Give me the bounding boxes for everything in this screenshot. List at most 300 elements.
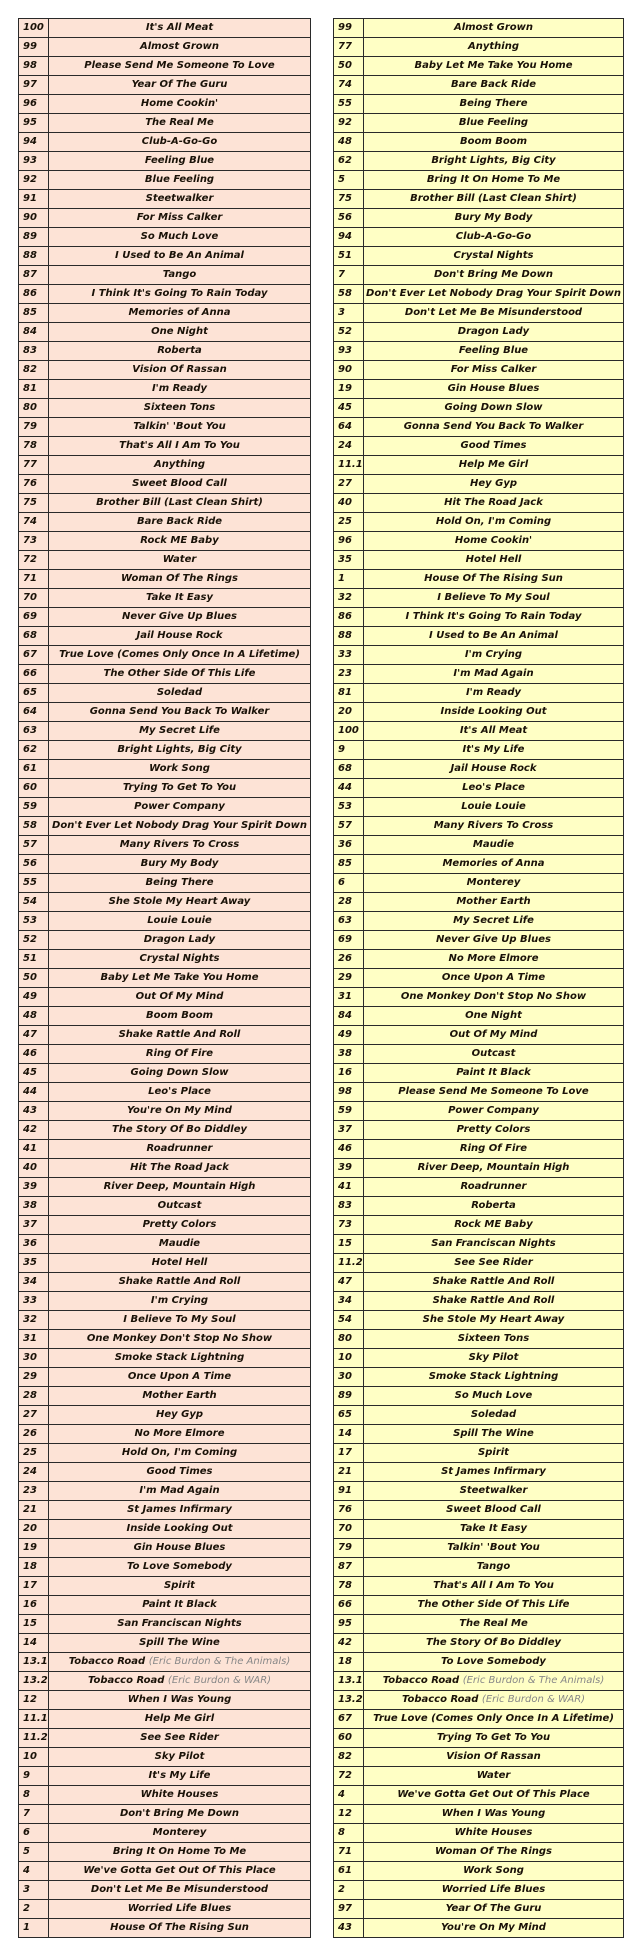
song-title-cell (364, 1691, 624, 1710)
rank-cell: 2 (19, 1900, 49, 1919)
rank-cell: 62 (334, 152, 364, 171)
song-title: I Believe To My Soul (437, 592, 550, 603)
table-row (19, 1824, 311, 1843)
table-row (334, 1881, 624, 1900)
song-title-cell (49, 1102, 311, 1121)
rank-cell: 64 (334, 418, 364, 437)
song-title: Ring Of Fire (459, 1143, 528, 1154)
song-title: Smoke Stack Lightning (428, 1371, 559, 1382)
song-title: I Used to Be An Animal (115, 250, 244, 261)
rank-cell: 25 (19, 1444, 49, 1463)
rank-cell: 19 (19, 1539, 49, 1558)
song-title-cell (364, 817, 624, 836)
table-row (19, 1615, 311, 1634)
rank-cell: 35 (19, 1254, 49, 1273)
song-title-cell (49, 152, 311, 171)
song-title: She Stole My Heart Away (108, 896, 251, 907)
song-title: For Miss Calker (450, 364, 537, 375)
song-table-alphabetical (333, 18, 624, 1938)
song-title-cell (364, 1121, 624, 1140)
song-title: Anything (154, 459, 205, 470)
song-title-cell (49, 133, 311, 152)
rank-cell: 84 (19, 323, 49, 342)
table-row (334, 418, 624, 437)
song-title: Going Down Slow (130, 1067, 229, 1078)
table-row (19, 1064, 311, 1083)
song-title: We've Gotta Get Out Of This Place (83, 1865, 276, 1876)
table-row (334, 437, 624, 456)
rank-cell: 14 (334, 1425, 364, 1444)
song-title-cell (49, 1824, 311, 1843)
song-title-cell (49, 893, 311, 912)
song-title-cell (49, 513, 311, 532)
song-title-cell (49, 1045, 311, 1064)
rank-cell: 11.2 (334, 1254, 364, 1273)
song-title: Please Send Me Someone To Love (84, 60, 275, 71)
song-title: She Stole My Heart Away (422, 1314, 565, 1325)
table-row (334, 1786, 624, 1805)
song-title: Soledad (470, 1409, 517, 1420)
song-title: When I Was Young (441, 1808, 546, 1819)
song-title-cell (49, 532, 311, 551)
song-title: One Monkey Don't Stop No Show (86, 1333, 273, 1344)
rank-cell: 91 (334, 1482, 364, 1501)
song-title-cell (364, 1387, 624, 1406)
rank-cell: 59 (334, 1102, 364, 1121)
song-title-cell (49, 475, 311, 494)
song-title-cell (364, 969, 624, 988)
rank-cell: 15 (19, 1615, 49, 1634)
song-title-cell (364, 38, 624, 57)
table-row (334, 1330, 624, 1349)
song-title: So Much Love (140, 231, 219, 242)
song-title: Don't Let Me Be Misunderstood (90, 1884, 269, 1895)
song-title-cell (49, 285, 311, 304)
rank-cell: 33 (334, 646, 364, 665)
song-title: Vision Of Rassan (132, 364, 227, 375)
song-title: Pretty Colors (142, 1219, 217, 1230)
rank-cell: 80 (19, 399, 49, 418)
song-title-cell (364, 475, 624, 494)
table-row (334, 57, 624, 76)
rank-cell: 41 (19, 1140, 49, 1159)
table-row (334, 304, 624, 323)
song-title-cell (49, 1368, 311, 1387)
song-title: Club-A-Go-Go (141, 136, 218, 147)
table-row (334, 798, 624, 817)
song-title-cell (364, 646, 624, 665)
song-title-cell (49, 798, 311, 817)
rank-cell: 10 (334, 1349, 364, 1368)
table-row (19, 1748, 311, 1767)
table-row (334, 912, 624, 931)
song-title: Louie Louie (147, 915, 212, 926)
table-row (19, 19, 311, 38)
table-row (334, 817, 624, 836)
song-title-cell (364, 1178, 624, 1197)
song-title-cell (49, 114, 311, 133)
table-row (19, 1805, 311, 1824)
song-title-cell (49, 1577, 311, 1596)
rank-cell: 18 (334, 1653, 364, 1672)
table-row (19, 798, 311, 817)
table-row (19, 1235, 311, 1254)
song-title-cell (364, 1501, 624, 1520)
table-row (334, 608, 624, 627)
song-title-cell (364, 247, 624, 266)
song-title-cell (364, 1311, 624, 1330)
song-title: My Secret Life (453, 915, 534, 926)
song-title-cell (364, 1254, 624, 1273)
song-title-cell (364, 1064, 624, 1083)
table-row (334, 1387, 624, 1406)
rank-cell: 63 (19, 722, 49, 741)
table-row (334, 266, 624, 285)
rank-cell: 33 (19, 1292, 49, 1311)
song-title-cell (364, 855, 624, 874)
song-title-cell (364, 418, 624, 437)
song-title: Home Cookin' (454, 535, 533, 546)
table-row (334, 1178, 624, 1197)
song-title: Hey Gyp (469, 478, 518, 489)
song-title-cell (364, 285, 624, 304)
song-title-cell (49, 722, 311, 741)
song-title-cell (49, 1919, 311, 1938)
song-title: Talkin' 'Bout You (133, 421, 226, 432)
rank-cell: 79 (334, 1539, 364, 1558)
song-title: Spirit (478, 1447, 509, 1458)
table-row (19, 532, 311, 551)
song-title-cell (49, 684, 311, 703)
song-title-cell (364, 304, 624, 323)
rank-cell: 8 (334, 1824, 364, 1843)
table-row (334, 171, 624, 190)
song-title: The Real Me (145, 117, 214, 128)
song-title-cell (364, 893, 624, 912)
rank-cell: 7 (19, 1805, 49, 1824)
song-title-cell (364, 874, 624, 893)
song-title: Water (162, 554, 197, 565)
table-row (19, 855, 311, 874)
table-row (334, 1311, 624, 1330)
rank-cell: 82 (19, 361, 49, 380)
song-title-cell (49, 76, 311, 95)
song-title-cell (364, 912, 624, 931)
song-title: Gonna Send You Back To Walker (403, 421, 584, 432)
table-row (334, 19, 624, 38)
rank-cell: 66 (334, 1596, 364, 1615)
song-title: Jail House Rock (136, 630, 223, 641)
song-title: Baby Let Me Take You Home (414, 60, 573, 71)
song-title-cell (49, 304, 311, 323)
table-row (334, 1539, 624, 1558)
song-title-cell (364, 380, 624, 399)
song-title: Hey Gyp (155, 1409, 204, 1420)
song-title: Gin House Blues (447, 383, 540, 394)
table-row (19, 589, 311, 608)
song-title: Feeling Blue (144, 155, 215, 166)
song-title-cell (364, 1862, 624, 1881)
song-title: Leo's Place (462, 782, 525, 793)
song-title: Many Rivers To Cross (119, 839, 240, 850)
table-row (19, 1862, 311, 1881)
song-title: Almost Grown (453, 22, 534, 33)
table-row (19, 684, 311, 703)
song-title-cell (49, 874, 311, 893)
table-row (19, 1596, 311, 1615)
rank-cell: 20 (19, 1520, 49, 1539)
rank-cell: 51 (334, 247, 364, 266)
rank-cell: 29 (334, 969, 364, 988)
rank-cell: 70 (334, 1520, 364, 1539)
song-title-cell (49, 1482, 311, 1501)
song-title-cell (364, 741, 624, 760)
rank-cell: 73 (19, 532, 49, 551)
song-title: Power Company (448, 1105, 539, 1116)
rank-cell: 43 (19, 1102, 49, 1121)
song-title: Tobacco Road (401, 1694, 479, 1705)
table-row (19, 1330, 311, 1349)
song-title-cell (49, 1539, 311, 1558)
table-row (334, 1007, 624, 1026)
song-title: Baby Let Me Take You Home (100, 972, 259, 983)
song-title: Don't Bring Me Down (433, 269, 554, 280)
song-title: Once Upon A Time (441, 972, 546, 983)
song-title: Boom Boom (145, 1010, 214, 1021)
table-row (334, 1045, 624, 1064)
song-title: Outcast (471, 1048, 516, 1059)
song-title: We've Gotta Get Out Of This Place (397, 1789, 590, 1800)
song-title: Almost Grown (139, 41, 220, 52)
rank-cell: 100 (334, 722, 364, 741)
song-title-cell (49, 1083, 311, 1102)
table-row (19, 1501, 311, 1520)
table-row (334, 380, 624, 399)
rank-cell: 63 (334, 912, 364, 931)
rank-cell: 37 (19, 1216, 49, 1235)
song-title-cell (49, 1159, 311, 1178)
song-title-cell (49, 1843, 311, 1862)
song-title-cell (49, 1881, 311, 1900)
rank-cell: 30 (334, 1368, 364, 1387)
song-title: Worried Life Blues (441, 1884, 546, 1895)
table-row (19, 1026, 311, 1045)
song-title: Mother Earth (456, 896, 531, 907)
song-title-cell (364, 1520, 624, 1539)
rank-cell: 19 (334, 380, 364, 399)
table-row (19, 551, 311, 570)
table-row (334, 1026, 624, 1045)
song-title: Good Times (460, 440, 527, 451)
rank-cell: 15 (334, 1235, 364, 1254)
song-title: Club-A-Go-Go (455, 231, 532, 242)
rank-cell: 39 (19, 1178, 49, 1197)
song-title-cell (364, 1273, 624, 1292)
table-row (19, 304, 311, 323)
song-title-cell (49, 342, 311, 361)
song-title: True Love (Comes Only Once In A Lifetime) (373, 1713, 614, 1724)
rank-cell: 89 (334, 1387, 364, 1406)
song-title: One Night (151, 326, 208, 337)
table-row (334, 1102, 624, 1121)
table-row (334, 1653, 624, 1672)
song-title: Blue Feeling (144, 174, 215, 185)
rank-cell: 55 (334, 95, 364, 114)
song-title: River Deep, Mountain High (417, 1162, 570, 1173)
rank-cell: 53 (334, 798, 364, 817)
rank-cell: 92 (334, 114, 364, 133)
rank-cell: 69 (334, 931, 364, 950)
table-row (19, 209, 311, 228)
song-title: It's All Meat (459, 725, 528, 736)
table-row (19, 1691, 311, 1710)
rank-cell: 78 (334, 1577, 364, 1596)
song-title: Don't Ever Let Nobody Drag Your Spirit Down (52, 820, 307, 831)
table-row (19, 228, 311, 247)
song-title-cell (49, 988, 311, 1007)
table-row (334, 722, 624, 741)
table-row (19, 1216, 311, 1235)
song-title-cell (49, 1805, 311, 1824)
song-title-cell (364, 1634, 624, 1653)
artist-note: (Eric Burdon & The Animals) (462, 1675, 605, 1686)
song-title: Rock ME Baby (454, 1219, 533, 1230)
song-title-cell (364, 589, 624, 608)
rank-cell: 70 (19, 589, 49, 608)
table-row (334, 1064, 624, 1083)
song-title: Being There (145, 877, 214, 888)
song-title: Home Cookin' (140, 98, 219, 109)
table-row (334, 190, 624, 209)
rank-cell: 65 (334, 1406, 364, 1425)
table-row (334, 855, 624, 874)
song-title-cell (49, 1064, 311, 1083)
table-row (334, 1501, 624, 1520)
song-title-cell (364, 133, 624, 152)
table-row (334, 1273, 624, 1292)
table-row (19, 95, 311, 114)
rank-cell: 72 (334, 1767, 364, 1786)
table-row (334, 1615, 624, 1634)
song-title-cell (364, 684, 624, 703)
artist-note: (Eric Burdon & WAR) (167, 1675, 272, 1686)
table-row (19, 627, 311, 646)
rank-cell: 26 (19, 1425, 49, 1444)
song-title-cell (364, 1159, 624, 1178)
table-row (334, 323, 624, 342)
song-title: House Of The Rising Sun (424, 573, 563, 584)
table-row (334, 874, 624, 893)
song-title: It's My Life (462, 744, 525, 755)
song-title: San Franciscan Nights (431, 1238, 556, 1249)
rank-cell: 26 (334, 950, 364, 969)
song-title-cell (49, 779, 311, 798)
rank-cell: 43 (334, 1919, 364, 1938)
song-title: When I Was Young (127, 1694, 232, 1705)
table-row (19, 57, 311, 76)
rank-cell: 51 (19, 950, 49, 969)
table-row (19, 285, 311, 304)
song-title-cell (364, 437, 624, 456)
song-title-cell (49, 1634, 311, 1653)
rank-cell: 67 (19, 646, 49, 665)
song-title: Hotel Hell (151, 1257, 208, 1268)
table-row (334, 646, 624, 665)
rank-cell: 62 (19, 741, 49, 760)
song-title: Many Rivers To Cross (433, 820, 554, 831)
song-title-cell (364, 399, 624, 418)
song-title-cell (364, 1026, 624, 1045)
song-title: So Much Love (454, 1390, 533, 1401)
rank-cell: 59 (19, 798, 49, 817)
song-title: Bring It On Home To Me (112, 1846, 247, 1857)
table-row (19, 456, 311, 475)
song-title-cell (364, 1596, 624, 1615)
song-title: Hotel Hell (465, 554, 522, 565)
rank-cell: 98 (334, 1083, 364, 1102)
song-title: Sweet Blood Call (446, 1504, 541, 1515)
song-title: Shake Rattle And Roll (432, 1276, 555, 1287)
table-row (334, 1254, 624, 1273)
song-title: I'm Mad Again (453, 668, 534, 679)
song-title-cell (364, 1425, 624, 1444)
table-row (19, 1729, 311, 1748)
song-title: To Love Somebody (127, 1561, 232, 1572)
table-row (19, 912, 311, 931)
song-title-cell (364, 836, 624, 855)
rank-cell: 16 (334, 1064, 364, 1083)
table-row (19, 1881, 311, 1900)
song-title-cell (364, 1216, 624, 1235)
song-title-cell (49, 1425, 311, 1444)
song-title: Being There (459, 98, 528, 109)
table-row (334, 456, 624, 475)
song-title-cell (49, 1140, 311, 1159)
song-title-cell (49, 323, 311, 342)
rank-cell: 77 (19, 456, 49, 475)
table-row (19, 418, 311, 437)
rank-cell: 60 (334, 1729, 364, 1748)
rank-cell: 30 (19, 1349, 49, 1368)
rank-cell: 13.1 (19, 1653, 49, 1672)
song-title-cell (49, 1444, 311, 1463)
song-title-cell (364, 1710, 624, 1729)
song-title: River Deep, Mountain High (103, 1181, 256, 1192)
rank-cell: 46 (19, 1045, 49, 1064)
song-title-cell (49, 760, 311, 779)
song-title-cell (364, 1843, 624, 1862)
table-row (334, 1748, 624, 1767)
song-title-cell (364, 1368, 624, 1387)
table-row (19, 342, 311, 361)
song-title: Leo's Place (148, 1086, 211, 1097)
rank-cell: 61 (19, 760, 49, 779)
song-title: See See Rider (140, 1732, 219, 1743)
song-title: See See Rider (454, 1257, 533, 1268)
song-title-cell (364, 779, 624, 798)
table-row (19, 570, 311, 589)
song-title-cell (364, 228, 624, 247)
song-title: St James Infirmary (441, 1466, 546, 1477)
rank-cell: 86 (334, 608, 364, 627)
song-title: Steetwalker (459, 1485, 528, 1496)
table-row (334, 513, 624, 532)
table-row (19, 1767, 311, 1786)
song-title-cell (364, 513, 624, 532)
table-row (334, 551, 624, 570)
table-row (19, 114, 311, 133)
song-title: Bury My Body (140, 858, 219, 869)
